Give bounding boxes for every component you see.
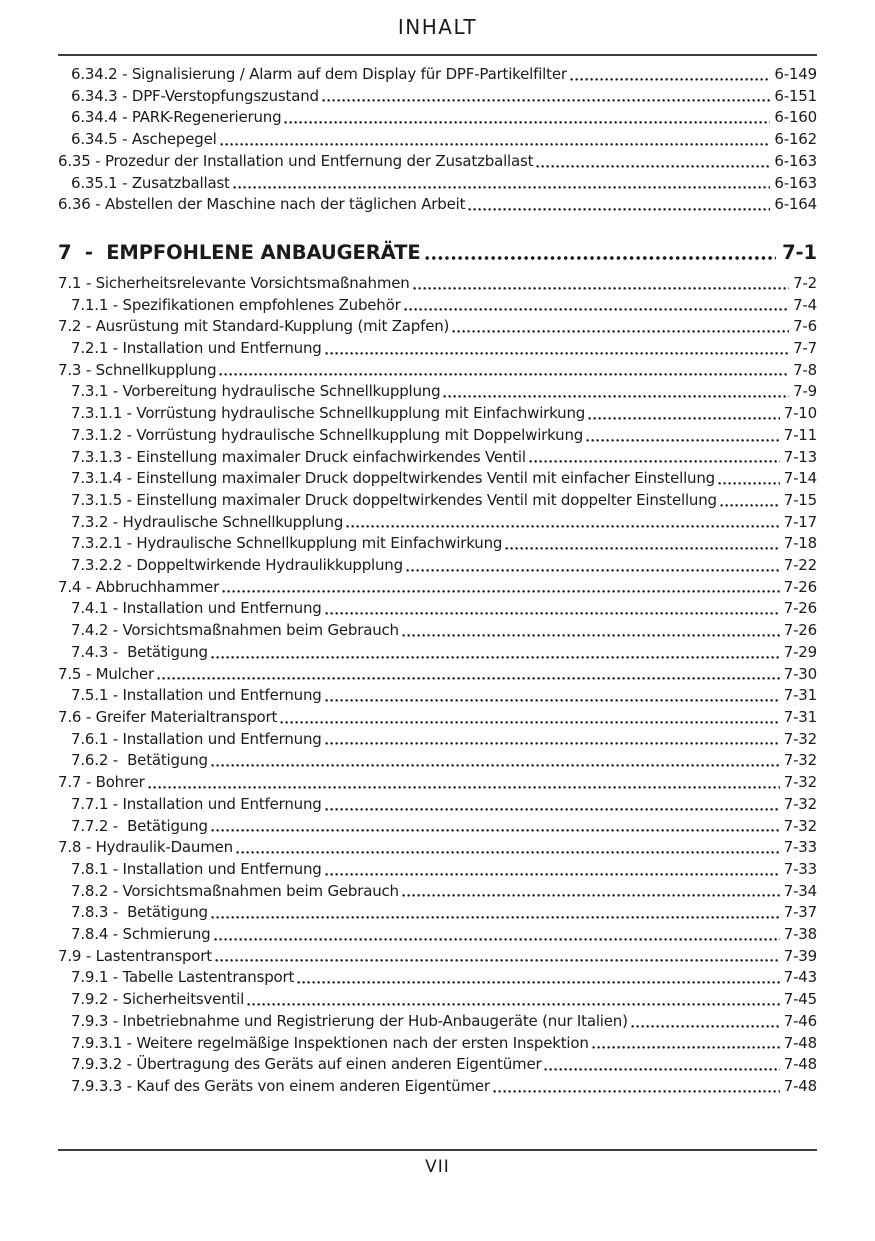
toc-entry-label: 7.4 - Abbruchhammer [58,577,220,596]
toc-entry-label: 6.34.5 - Aschepegel [71,130,217,149]
toc-entry-label: 7.3.1.4 - Einstellung maximaler Druck doppeltwirkendes Ventil mit einfacher Einstellung [71,469,715,488]
toc-entry-label: 6.34.3 - DPF-Verstopfungszustand [71,86,319,105]
dot-leader [413,287,790,290]
toc-entry-page: 7-46 [783,1011,817,1030]
toc-entry-page: 7-15 [783,490,817,509]
dot-leader [247,1003,780,1006]
toc-entry-label: 7.2.1 - Installation und Entfernung [71,339,322,358]
dot-leader [215,959,780,962]
toc-entry-label: 7.3.1 - Vorbereitung hydraulische Schnellkupplung [71,382,441,401]
toc-entry [58,447,817,469]
toc-entry [58,794,817,816]
toc-entry-page: 7-17 [783,512,817,531]
toc-entry-page: 7-43 [783,968,817,987]
toc-entry-page: 7-18 [783,534,817,553]
toc-entry [58,381,817,403]
toc-entry-page: 7-38 [783,925,817,944]
dot-leader [222,590,780,593]
toc-entry-page: 6-149 [774,65,817,83]
toc-entry [58,173,817,195]
toc-entry-label: 7.3.2 - Hydraulische Schnellkupplung [71,512,344,531]
toc-entry [58,837,817,859]
toc-entry [58,1076,817,1098]
toc-entry-label: 7.9.3.3 - Kauf des Geräts von einem anderen Eigentümer [71,1076,490,1095]
toc-chapter-entry [58,240,817,266]
toc-entry-label: 7.9.2 - Sicherheitsventil [71,990,245,1009]
dot-leader [280,721,780,724]
toc-entry-label: 7.3.2.2 - Doppeltwirkende Hydraulikkupplung [71,556,403,575]
dot-leader [505,547,780,550]
toc-entry-page: 7-29 [783,642,817,661]
toc-entry-label: 7.2 - Ausrüstung mit Standard-Kupplung (mit Zapfen) [58,317,450,336]
toc-entry-label: 6.36 - Abstellen der Maschine nach der täglichen Arbeit [58,195,466,214]
toc-entry [58,129,817,151]
toc-entry-page: 7-6 [793,317,817,336]
toc-entry [58,946,817,968]
toc-entry-page: 7-26 [783,577,817,596]
dot-leader [325,808,780,811]
dot-leader [211,656,780,659]
toc-entry-page: 7-10 [783,404,817,423]
toc-entry-page: 6-164 [774,195,817,214]
dot-leader [586,439,780,442]
toc-entry-page: 7-13 [783,447,817,466]
dot-leader [325,612,780,615]
toc-entry-label: 7.9.1 - Tabelle Lastentransport [71,968,295,987]
dot-leader [236,851,780,854]
dot-leader [529,460,780,463]
toc-entry-page: 7-22 [783,556,817,575]
toc-entry-page: 7-34 [783,881,817,900]
toc-entry-page: 7-7 [793,339,817,358]
dot-leader [452,330,789,333]
dot-leader [588,417,780,420]
dot-leader [211,916,780,919]
dot-leader [443,395,789,398]
toc-entry-label: 7.5.1 - Installation und Entfernung [71,686,322,705]
toc-entry [58,512,817,534]
toc-entry [58,620,817,642]
toc-entry-page: 7-2 [793,273,817,292]
dot-leader [592,1046,780,1049]
toc-entry [58,816,817,838]
dot-leader [325,742,780,745]
toc-entry-page: 7-33 [783,838,817,857]
toc-entry-page: 6-162 [774,130,817,149]
dot-leader [325,873,780,876]
toc-entry [58,194,817,216]
toc-entry-label: 7.8 - Hydraulik-Daumen [58,838,233,857]
toc-entry [58,859,817,881]
toc-entry-label: 7.3.2.1 - Hydraulische Schnellkupplung mit Einfachwirkung [71,534,503,553]
toc-entry-page: 7-45 [783,990,817,1009]
dot-leader [718,482,780,485]
toc-entry [58,1054,817,1076]
toc-entry [58,533,817,555]
dot-leader [322,99,771,102]
toc-entry-label: 7.9 - Lastentransport [58,946,212,965]
toc-entry [58,555,817,577]
toc-entry-label: 7.8.2 - Vorsichtsmaßnahmen beim Gebrauch [71,881,399,900]
toc-entry-page: 7-48 [783,1055,817,1074]
dot-leader [346,525,780,528]
toc-entry [58,707,817,729]
toc-entry [58,664,817,686]
toc-entry-label: 7.7 - Bohrer [58,773,145,792]
toc-entry-page: 7-26 [783,621,817,640]
toc-entry [58,490,817,512]
toc-entry-label: 7.4.3 - Betätigung [71,642,208,661]
dot-leader [404,308,790,311]
dot-leader [402,894,780,897]
header-divider [58,54,817,56]
toc-entry-label: 7.4.2 - Vorsichtsmaßnahmen beim Gebrauch [71,621,399,640]
toc-entry-page: 7-33 [783,859,817,878]
dot-leader [406,569,780,572]
toc-entry-label: 7.9.3.1 - Weitere regelmäßige Inspektionen nach der ersten Inspektion [71,1033,589,1052]
toc-entry-page: 7-9 [793,382,817,401]
toc-entry-page: 6-163 [774,151,817,170]
toc-entry [58,1011,817,1033]
toc-entry-page: 7-31 [783,686,817,705]
dot-leader [325,699,780,702]
toc-entry [58,881,817,903]
toc-entry [58,107,817,129]
toc-entry-label: 7.9.3.2 - Übertragung des Geräts auf einen anderen Eigentümer [71,1055,542,1074]
toc-entry [58,750,817,772]
toc-entry-label: 6.34.4 - PARK-Regenerierung [71,108,282,127]
toc-entry-page: 7-11 [783,425,817,444]
page-title: INHALT [397,15,478,39]
toc-entry [58,577,817,599]
toc-entry-page: 7-32 [783,729,817,748]
dot-leader [325,352,790,355]
dot-leader [219,373,789,376]
toc-entry-label: 7.4.1 - Installation und Entfernung [71,599,322,618]
toc-entry-page: 7-4 [793,295,817,314]
toc-entry-page: 6-163 [774,173,817,192]
dot-leader [468,208,770,211]
dot-leader [570,78,771,81]
toc-entry-label: 7.3.1.3 - Einstellung maximaler Druck einfachwirkendes Ventil [71,447,526,466]
toc-entry [58,642,817,664]
toc-entry-page: 7-26 [783,599,817,618]
toc-entry-label: 6.35 - Prozedur der Installation und Entfernung der Zusatzballast [58,151,534,170]
toc-entry-page: 7-30 [783,664,817,683]
toc-entry-label: 7.7.2 - Betätigung [71,816,208,835]
toc-entry-page: 7-31 [783,707,817,726]
toc-entry-label: 7.3.1.5 - Einstellung maximaler Druck doppeltwirkendes Ventil mit doppelter Einstellung [71,490,717,509]
toc-entry-label: 7.5 - Mulcher [58,664,154,683]
toc-entry-page: 7-14 [783,469,817,488]
dot-leader [211,829,780,832]
toc-entry-page: 7-1 [782,240,817,264]
toc-entry [58,295,817,317]
toc-entry [58,685,817,707]
toc-entry-label: 7.6.1 - Installation und Entfernung [71,729,322,748]
toc-entry-page: 7-32 [783,751,817,770]
toc-entry-label: 7.1 - Sicherheitsrelevante Vorsichtsmaßnahmen [58,273,410,292]
toc-entry-page: 7-32 [783,773,817,792]
toc-entry [58,924,817,946]
toc-list [58,64,817,1098]
toc-entry [58,64,817,86]
toc-entry [58,967,817,989]
toc-entry-label: 7.7.1 - Installation und Entfernung [71,794,322,813]
toc-entry-page: 7-48 [783,1033,817,1052]
toc-entry [58,1033,817,1055]
toc-entry-page: 7-32 [783,816,817,835]
toc-entry [58,598,817,620]
toc-entry [58,86,817,108]
toc-entry-page: 7-48 [783,1076,817,1095]
dot-leader [284,121,770,124]
toc-entry-page: 7-32 [783,794,817,813]
toc-entry-label: 6.34.2 - Signalisierung / Alarm auf dem Display für DPF-Partikelfilter [71,65,567,83]
toc-entry [58,360,817,382]
dot-leader [631,1025,780,1028]
toc-entry-page: 6-151 [774,86,817,105]
toc-entry [58,425,817,447]
dot-leader [425,256,776,260]
dot-leader [211,764,780,767]
dot-leader [148,786,780,789]
toc-entry [58,403,817,425]
toc-entry [58,729,817,751]
toc-entry [58,468,817,490]
dot-leader [297,981,780,984]
toc-entry-label: 7.3.1.2 - Vorrüstung hydraulische Schnellkupplung mit Doppelwirkung [71,425,584,444]
toc-entry-label: 7.8.4 - Schmierung [71,925,211,944]
toc-entry-label: 7.6.2 - Betätigung [71,751,208,770]
toc-entry-label: 7.3 - Schnellkupplung [58,360,217,379]
toc-entry [58,316,817,338]
toc-entry-page: 7-8 [793,360,817,379]
dot-leader [544,1068,779,1071]
toc-entry-page: 6-160 [774,108,817,127]
toc-entry-label: 7.3.1.1 - Vorrüstung hydraulische Schnellkupplung mit Einfachwirkung [71,404,586,423]
toc-entry-page: 7-39 [783,946,817,965]
toc-entry [58,273,817,295]
toc-entry-label: 7 - EMPFOHLENE ANBAUGERÄTE [58,240,421,264]
dot-leader [402,634,780,637]
dot-leader [493,1090,780,1093]
toc-entry [58,989,817,1011]
toc-entry [58,902,817,924]
toc-entry-label: 6.35.1 - Zusatzballast [71,173,230,192]
dot-leader [157,677,780,680]
toc-entry [58,772,817,794]
toc-entry-label: 7.1.1 - Spezifikationen empfohlenes Zubehör [71,295,401,314]
toc-entry [58,338,817,360]
toc-entry-label: 7.6 - Greifer Materialtransport [58,707,278,726]
toc-entry [58,151,817,173]
dot-leader [720,504,780,507]
toc-entry-page: 7-37 [783,903,817,922]
toc-entry-label: 7.8.3 - Betätigung [71,903,208,922]
toc-entry-label: 7.9.3 - Inbetriebnahme und Registrierung der Hub-Anbaugeräte (nur Italien) [71,1011,628,1030]
dot-leader [536,165,770,168]
dot-leader [220,143,771,146]
page-footer [58,1149,817,1177]
page-number: VII [425,1157,450,1177]
dot-leader [214,938,780,941]
dot-leader [233,186,771,189]
toc-entry-label: 7.8.1 - Installation und Entfernung [71,859,322,878]
